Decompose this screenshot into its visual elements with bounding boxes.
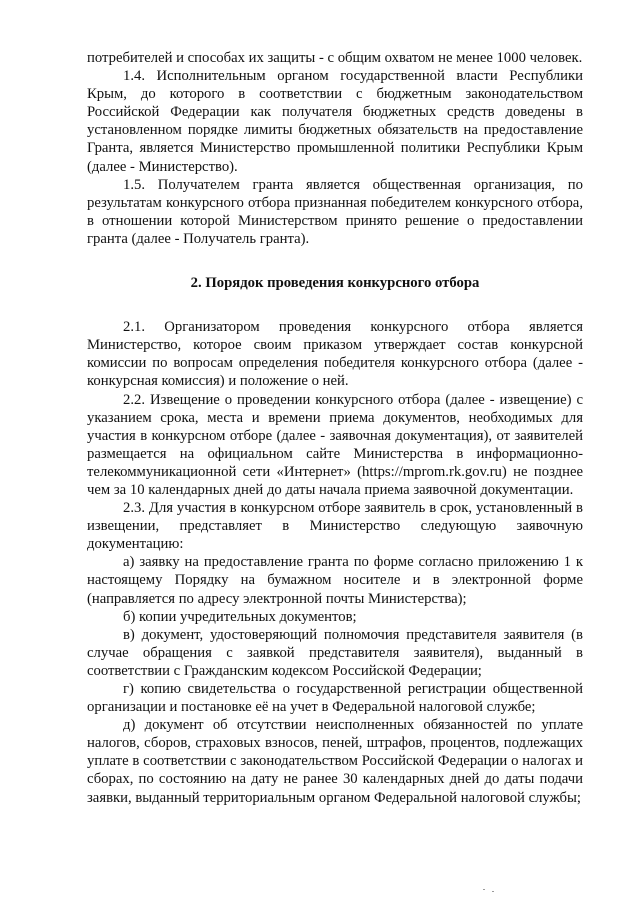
paragraph-1-5: 1.5. Получателем гранта является общественная организация, по результатам конкурсного отбора признанная победителем конкурсного отбора, в отношении которой Министерством принято решение о предоставлении гранта (далее - Получатель гранта). <box>87 176 583 247</box>
paragraph-2-1: 2.1. Организатором проведения конкурсного отбора является Министерство, которое своим приказом утверждает состав конкурсной комиссии по вопросам определения победителя конкурсного отбора (далее - конкурсная комиссия) и положение о ней. <box>87 319 583 390</box>
list-item-d: д) документ об отсутствии неисполненных обязанностей по уплате налогов, сборов, страховых взносов, пеней, штрафов, процентов, подлежащих уплате в соответствии с законодательством Российской Федерации о налогах и сборах, по состоянию на дату не ранее 30 календарных дней до даты подачи заявки, выданный территориальным органом Федеральной налоговой службы; <box>87 717 583 806</box>
scan-speck <box>492 891 494 892</box>
paragraph-2-3: 2.3. Для участия в конкурсном отборе заявитель в срок, установленный в извещении, представляет в Министерство следующую заявочную документацию: <box>87 500 583 553</box>
paragraph-1-4: 1.4. Исполнительным органом государственной власти Республики Крым, до которого в соответствии с бюджетным законодательством Российской Федерации как получателя бюджетных средств доведены в установленном порядке лимиты бюджетных обязательств на предоставление Гранта, является Министерство промышленной политики Республики Крым (далее - Министерство). <box>87 68 583 175</box>
spacer <box>87 248 583 274</box>
list-item-v: в) документ, удостоверяющий полномочия представителя заявителя (в случае обращения с заявкой представителя заявителя), выданный в соответствии с Гражданским кодексом Российской Федерации; <box>87 626 583 679</box>
section-2-heading: 2. Порядок проведения конкурсного отбора <box>190 275 480 292</box>
paragraph-2-2: 2.2. Извещение о проведении конкурсного отбора (далее - извещение) с указанием срока, места и времени приема документов, необходимых для участия в конкурсном отборе (далее - заявочная документация), от заявителей размещается на официальном сайте Министерства в информационно-телекоммуникационной сети «Интернет» (https://mprom.rk.gov.ru) не позднее чем за 10 календарных дней до даты начала приема заявочной документации. <box>87 391 583 498</box>
paragraph-intro: потребителей и способах их защиты - с общим охватом не менее 1000 человек. <box>87 50 583 66</box>
list-item-b: б) копии учредительных документов; <box>123 608 357 625</box>
list-item-g: г) копию свидетельства о государственной регистрации общественной организации и постановке её на учет в Федеральной налоговой службе; <box>87 681 583 716</box>
document-body <box>87 49 583 807</box>
scan-speck <box>483 889 485 890</box>
list-item-a: а) заявку на предоставление гранта по форме согласно приложению 1 к настоящему Порядку на бумажном носителе и в электронной форме (направляется по адресу электронной почты Министерства); <box>87 554 583 607</box>
spacer <box>87 292 583 318</box>
